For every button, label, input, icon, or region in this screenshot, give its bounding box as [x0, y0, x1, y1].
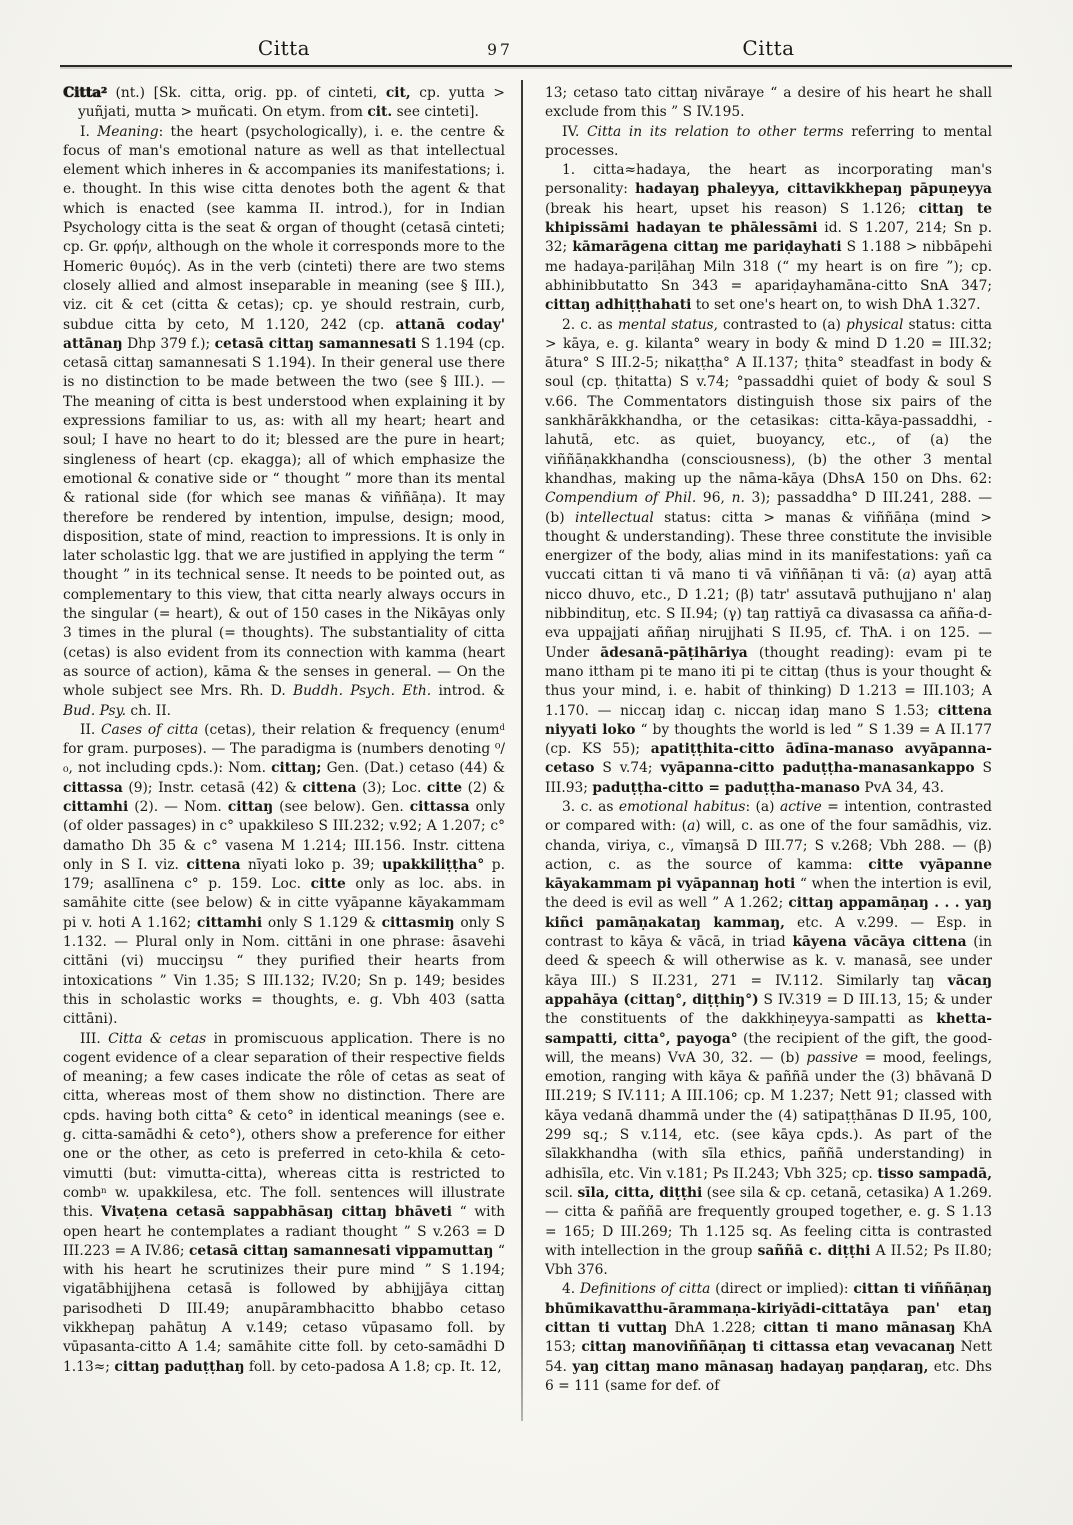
paragraph	[63, 1030, 505, 1377]
text-segment: III.	[80, 1030, 109, 1047]
text-segment: (the recipient of the gift, the good-will, the means) VvA 30, 32. — (b)	[545, 1030, 992, 1066]
text-segment: a	[902, 567, 911, 584]
text-segment: cittaŋ;	[271, 760, 322, 777]
text-segment: Meaning	[97, 123, 159, 140]
text-segment: tisso sampadā,	[877, 1165, 992, 1182]
text-segment: ch. II.	[125, 702, 172, 719]
text-segment: Buddh. Psych. Eth.	[293, 683, 432, 700]
text-segment: “ when the intertion is evil, the deed is evil as well ” A 1.262;	[545, 876, 992, 912]
text-segment: “ by thoughts the world is led ” S 1.39 = A II.177 (cp. KS 55);	[545, 721, 992, 758]
text-segment: (see below). Gen.	[273, 798, 410, 815]
text-segment: (3); Loc.	[356, 779, 427, 796]
text-segment: A II.52; Ps II.80; Vbh 376.	[545, 1242, 992, 1279]
text-segment: to set one's heart on, to wish DhA 1.327.	[691, 297, 981, 314]
text-segment: cetasā cittaŋ samannesati	[214, 335, 417, 352]
text-segment: referring to mental processes.	[545, 123, 992, 159]
text-segment: foll. by ceto-padosa A 1.8; cp. It. 12,	[244, 1358, 502, 1375]
text-segment: Citta & cetas	[108, 1030, 207, 1047]
text-segment: upakkiliṭṭha°	[382, 856, 485, 873]
text-segment: Definitions of citta	[579, 1281, 711, 1298]
text-segment: only S 1.132. — Plural only in Nom. cittāni in one phrase: āsavehi cittāni (vi) mucciŋsu “ they purified their hearts from intoxications ” Vin 1.35; S III.132; IV.20; Sn p. 149; besides this in scholastic works = thoughts, e. g. Vbh 403 (satta cittāni).	[63, 914, 505, 1028]
text-segment: n	[100, 1186, 107, 1197]
text-segment: mental status	[617, 316, 714, 333]
text-segment: physical	[846, 316, 904, 333]
text-segment: kāyena vācāya cittena	[792, 934, 967, 951]
text-segment: a	[687, 818, 696, 835]
running-head-left: Citta	[257, 36, 311, 60]
text-segment: cittaŋ te khipissāmi hadayan te phālessāmi	[545, 200, 992, 237]
text-segment: scil.	[545, 1184, 578, 1201]
text-segment: see cinteti].	[392, 104, 479, 121]
text-segment: = mood, feelings, emotion, ranging with kāya & paññā under the (3) bhāvanā D III.219; S IV.111; A III.106; cp. M 1.237; Nett 91; classed with kāya vedanā dhammā under the (4) satipaṭṭhānas D II.95, 100, 299 sq.; S v.114, etc. (see kāya cpds.). As part of the sīlakkhandha (with sīla ethics, paññā understanding) in adhisīla, etc. Vin v.181; Ps II.243; Vbh 325; cp.	[545, 1049, 992, 1182]
text-segment: KhA 153;	[545, 1320, 992, 1356]
text-segment: saññā c. diṭṭhi	[757, 1242, 871, 1259]
text-segment: emotional habitus	[618, 798, 746, 815]
text-segment: cetasā cittaŋ samannesati vippamuttaŋ	[189, 1242, 494, 1259]
text-segment: S III.93;	[545, 760, 992, 796]
text-segment: cit,	[385, 85, 411, 101]
text-segment: cittaŋ paduṭṭhaŋ	[114, 1358, 245, 1375]
text-segment: Gen. (Dat.) cetaso (44) &	[321, 760, 505, 777]
text-segment: ādesanā-pāṭihāriya	[600, 644, 748, 661]
text-segment: cittamhi	[63, 798, 129, 815]
paragraph	[63, 84, 505, 123]
text-segment: only as loc. abs. in samāhite citte (see below) & in citte vyāpanne kāyakammam pi v. hoti A 1.162;	[63, 876, 505, 931]
text-segment: only S 1.129 &	[262, 914, 382, 931]
text-segment: etc. Dhs 6 = 111 (same for def. of	[545, 1358, 992, 1394]
text-segment: “ with open heart he contemplates a radiant thought ” S v.263 = D III.223 = A IV.86;	[63, 1204, 505, 1259]
text-segment: 3. c. as	[562, 798, 619, 815]
text-segment: cit.	[367, 104, 393, 121]
text-segment: PvA 34, 43.	[859, 779, 945, 796]
left-column	[63, 84, 505, 1429]
text-segment: in promiscuous application. There is no cogent evidence of a clear separation of their respective fields of meaning; a few cases indicate the rôle of cetas as seat of citta, whereas most of them show no distinction. There are cpds. having both citta° & ceto° in identical meanings (see e. g. citta-samādhi & ceto°), others show a preference for either one or the other, as ceto is preferred in ceto-khila & ceto-vimutti (but: vimutta-citta), whereas citta is restricted to comb	[63, 1030, 505, 1201]
paragraph	[545, 123, 992, 162]
text-segment: Citta	[63, 85, 101, 101]
text-segment: for gram. purposes). — The paradigma is (numbers denoting ⁰/₀, not including cpds.): Nom.	[63, 741, 505, 777]
text-segment: (in deed & speech & will otherwise as k. v. manasā, see under kāya III.) S II.231, 271 = IV.112. Similarly taŋ	[545, 934, 992, 989]
text-segment: 4.	[562, 1281, 580, 1298]
text-segment: n.	[731, 490, 745, 507]
text-segment: IV.	[562, 123, 587, 140]
text-segment: citte	[426, 779, 463, 796]
text-segment: cittasmiŋ	[381, 914, 455, 931]
text-segment: sīla, citta, diṭṭhi	[577, 1184, 703, 1201]
text-segment: intellectual	[574, 509, 654, 526]
text-segment: , contrasted to (a)	[713, 316, 847, 333]
text-segment: kāmarāgena cittaŋ me pariḍayhati	[572, 239, 842, 256]
text-segment: vyāpanna-citto paduṭṭha-manasankappo	[660, 760, 975, 777]
text-segment: I.	[80, 123, 98, 140]
text-segment: S 1.194 (cp. cetasā cittaŋ samannesati S 1.194). In their general use there is no distinction to be made between the two (see § III.). — The meaning of citta is best understood when explaining it by expressions familiar to us, as: with all my heart; heart and soul; I have no heart to do it; blessed are the pure in heart; singleness of heart (cp. ekagga); all of which emphasize the emotional & conative side or “ thought ” more than its mental & rational side (for which see manas & viññāṇa). It may therefore be rendered by intention, impulse, design; mood, disposition, state of mind, reaction to impressions. It is only in later scholastic lgg. that we are justified in applying the term “ thought ” in its technical sense. It needs to be pointed out, as complementary to this view, that citta nearly always occurs in the singular (= heart), & out of 150 cases in the Nikāyas only 3 times in the plural (= thoughts). The substantiality of citta (cetas) is also evident from its connection with kamma (heart as source of action), kāma & the senses in general. — On the whole subject see Mrs. Rh. D.	[63, 335, 505, 700]
text-segment: cp. yutta > yuñjati, mutta > muñcati. On etym. from	[78, 85, 505, 121]
text-segment: : the heart (psychologically), i. e. the centre & focus of man's emotional nature as well as that intellectual element which inheres in & accompanies its manifestations; i. e. thought. In this wise citta denotes both the agent & that which is enacted (see kamma II. introd.), for in Indian Psychology citta is the seat & organ of thought (cetasā cinteti; cp. Gr. φρήν, although on the whole it corresponds more to the Homeric θυμός). As in the verb (cinteti) there are two stems closely allied and almost inseparable in meaning (see § III.), viz. cit & cet (citta & cetas); cp. ye should restrain, curb, subdue citta by ceto, M 1.120, 242 (cp.	[63, 123, 505, 333]
text-segment: cittena	[186, 856, 241, 873]
text-segment: only (of older passages) in c° upakkileso S III.232; v.92; A 1.207; c° damatho Dh 35 & c° vasena M 1.214; III.156. Instr. cittena only in S I. viz.	[63, 798, 505, 873]
text-segment: 3); passaddha° D III.241, 288. — (b)	[545, 490, 992, 526]
text-segment: w. upakkilesa, etc. The foll. sentences will illustrate this.	[63, 1184, 505, 1221]
text-segment: Cases of citta	[101, 721, 199, 738]
text-segment: cittan ti mano mānasaŋ	[763, 1320, 956, 1336]
text-segment: introd. &	[431, 683, 505, 700]
text-segment: p. 179; asallīnena c° p. 159. Loc.	[63, 856, 505, 893]
text-segment: ) ayaŋ attā nicco dhuvo, etc., D 1.21; (β) tatr' assutavā puthujjano n' alaŋ nibbindituŋ, etc. S II.94; (γ) taŋ rattiyā ca divasassa ca añña-d-eva uppajjati aññaŋ nirujjhati S II.95, cf. ThA. i on 125. — Under	[545, 567, 992, 661]
text-segment: cittassa	[63, 779, 123, 796]
paragraph	[545, 1280, 992, 1396]
text-segment: (2) &	[462, 779, 505, 796]
text-segment: cittassa	[409, 798, 470, 815]
text-segment: (cetas), their relation & frequency (enum	[198, 721, 500, 738]
text-segment: Dhp 379 f.);	[122, 335, 215, 352]
right-column	[545, 84, 992, 1429]
text-segment: active	[779, 798, 822, 815]
text-segment: Vivaṭena cetasā sappabhāsaŋ cittaŋ bhāveti	[100, 1204, 452, 1221]
paragraph	[545, 84, 992, 123]
text-segment: hadayaŋ phaleyya, cittavikkhepaŋ pāpuṇeyya	[635, 181, 992, 198]
paragraph	[545, 316, 992, 798]
text-segment: cittaŋ manoviññāṇaŋ ti cittassa etaŋ vevacanaŋ	[581, 1339, 956, 1356]
text-segment: Compendium of Phil.	[545, 490, 697, 507]
text-segment: paduṭṭha-citto = paduṭṭha-manaso	[592, 779, 860, 796]
text-segment: (see sila & cp. cetanā, cetasika) A 1.269. — citta & paññā are frequently grouped together, e. g. S 1.13 = 165; D III.269; Th 1.125 sq. As feeling citta is contrasted with intellection in the group	[545, 1184, 992, 1259]
paragraph	[545, 161, 992, 315]
text-segment: citte	[310, 876, 346, 893]
text-segment: cittaŋ	[227, 798, 274, 815]
text-segment: (2). — Nom.	[128, 798, 228, 815]
paragraph	[545, 798, 992, 1280]
text-segment: yaŋ cittaŋ mano mānasaŋ hadayaŋ paṇḍaraŋ,	[572, 1358, 929, 1375]
text-segment: cittaŋ appamāṇaŋ . . . yaŋ kiñci pamāṇakataŋ kammaŋ,	[545, 895, 992, 931]
text-segment: nīyati loko p. 39;	[240, 856, 383, 873]
text-segment: “ with his heart he scrutinizes their pure mind ” S 1.194; vigatābhijjhena cetasā is followed by abhijjāya cittaŋ parisodheti D III.49; anupārambhacitto bhabbo cetaso vikkhepaŋ pahātuŋ A v.149; cetaso vūpasamo foll. by vūpasanta-citto A 1.4; samāhite citte foll. by ceto-samādhi D 1.13≈;	[63, 1242, 505, 1375]
text-segment: 96,	[696, 490, 732, 507]
text-segment: DhA 1.228;	[667, 1320, 764, 1336]
text-segment: Bud. Psy.	[63, 702, 126, 719]
text-segment: citte vyāpanne kāyakammam pi vyāpannaŋ hoti	[545, 856, 992, 893]
paragraph	[63, 123, 505, 721]
text-segment: S 1.188 > nibbāpehi me hadaya-pariḷāhaŋ Miln 318 (“ my heart is on fire ”); cp. abhinibbutatto Sn 343 = apariḍayhamāna-citto SnA 347;	[545, 239, 992, 294]
text-segment: II.	[80, 721, 101, 738]
text-segment: cittena	[302, 779, 357, 796]
text-segment: : (a)	[745, 798, 780, 815]
text-segment: status: citta > manas & viññāṇa (mind > thought & understanding). These three constitute the invisible energizer of the body, alias mind in its manifestations: yañ ca vuccati cittan ti vā mano ti vā viññāṇan ti vā: (	[545, 509, 992, 584]
text-segment: 2	[100, 86, 107, 97]
page-number: 97	[487, 41, 513, 59]
text-segment: id. S 1.207, 214; Sn p. 32;	[545, 220, 992, 256]
text-segment: cittamhi	[196, 914, 263, 931]
text-columns	[63, 84, 1010, 1429]
text-segment: ) will, c. as one of the four samādhis, viz. chanda, viriya, c., vīmaŋsā D III.77; S v.268; Vbh 288. — (β) action, c. as the source of kamma:	[545, 818, 992, 873]
text-segment: etc. A v.299. — Esp. in contrast to kāya & vācā, in triad	[545, 914, 992, 951]
text-segment: Citta in its relation to other terms	[587, 123, 844, 140]
text-segment: cittaŋ adhiṭṭhahati	[545, 297, 692, 314]
text-segment: (thought reading): evam pi te mano ittham pi te mano iti pi te cittaŋ (thus is your thought & thus your mind, i. e. habit of thinking) D 1.213 = III.103; A 1.170. — niccaŋ idaŋ c. niccaŋ idaŋ mano S 1.53;	[545, 644, 992, 719]
text-segment: passive	[806, 1049, 858, 1066]
text-segment: attanā coday' attānaŋ	[63, 316, 505, 352]
text-segment: khetta-sampatti, citta°, payoga°	[545, 1011, 992, 1047]
text-segment: d	[499, 722, 505, 733]
text-segment: (9); Instr. cetasā (42) &	[122, 779, 303, 796]
paragraph	[63, 721, 505, 1030]
text-segment: S IV.319 = D III.13, 15; & under the constituents of the dakkhiṇeyya-sampatti as	[545, 991, 992, 1028]
text-segment: = intention, contrasted or compared with: (	[545, 798, 992, 835]
text-segment: S v.74;	[594, 760, 661, 777]
text-segment: cittena niyyati loko	[545, 702, 992, 738]
text-segment: cittan ti viññāṇaŋ bhūmikavatthu-ārammaṇa-kiriyādi-cittatāya pan' etaŋ cittan ti vuttaŋ	[545, 1281, 992, 1336]
text-segment: vācaŋ appahāya (cittaŋ°, diṭṭhiŋ°)	[545, 972, 992, 1008]
text-segment: apatiṭṭhita-citto ādīna-manaso avyāpanna-cetaso	[545, 741, 992, 777]
header-rule	[60, 65, 1012, 67]
text-segment: 1. citta≈hadaya, the heart as incorporating man's personality:	[545, 162, 992, 198]
text-segment: Nett 54.	[545, 1339, 992, 1375]
text-segment: (direct or implied):	[710, 1281, 854, 1298]
text-segment: 2. c. as	[562, 316, 618, 333]
text-segment: 13; cetaso tato cittaŋ nivāraye “ a desire of his heart he shall exclude from this ” S IV.195.	[545, 85, 992, 121]
text-segment: status: citta > kāya, e. g. kilanta° weary in body & mind D 1.20 = III.32; ātura° S III.2-5; nikaṭṭha° A II.137; ṭhita° steadfast in body & soul (cp. ṭhitatta) S v.74; °passaddhi quiet of body & soul S v.66. The Commentators distinguish those six pairs of the sankhārākkhandha, or the cetasikas: citta-kāya-passaddhi, -lahutā, etc. as quiet, buoyancy, etc., of (a) the viññāṇakkhandha (consciousness), (b) the other 3 mental khandhas, making up the nāma-kāya (DhsA 150 on Dhs. 62:	[545, 316, 992, 487]
text-segment: (break his heart, upset his reason) S 1.126;	[545, 200, 919, 217]
running-head-right: Citta	[742, 36, 795, 60]
text-segment: (nt.) [Sk. citta, orig. pp. of cinteti,	[106, 85, 386, 101]
